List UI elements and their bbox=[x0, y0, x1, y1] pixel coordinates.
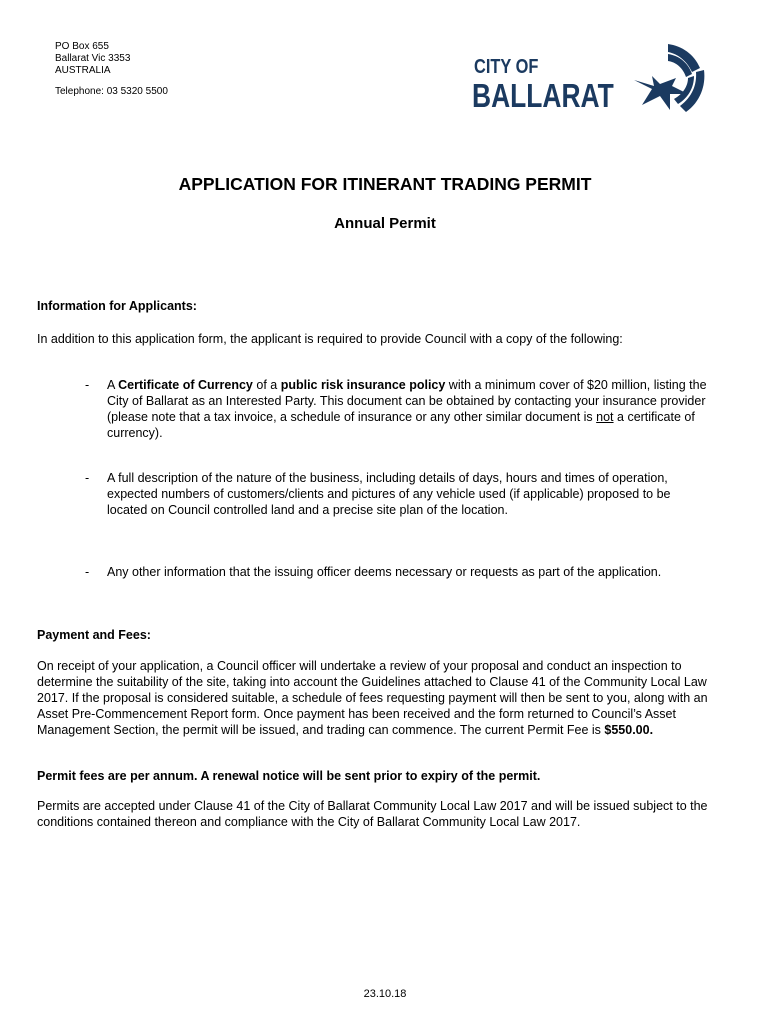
item1-policy: public risk insurance policy bbox=[280, 378, 446, 392]
info-intro: In addition to this application form, the applicant is required to provide Council with a copy of the following: bbox=[37, 332, 623, 346]
payment-text: On receipt of your application, a Council officer will undertake a review of your proposal and conduct an inspection to determine the suitability of the site, taking into account the Guidelines attached to Clause 41 of the Community Local Law 2017. If the proposal is considered suitable, a schedule of fees requesting payment will then be sent to you, along with an Asset Pre-Commencement Report form. Once payment has been received and the form returned to Council’s Asset Management Section, the permit will be issued, and trading can commence. The current Permit Fee is bbox=[37, 659, 708, 737]
bullet-marker-3: - bbox=[85, 565, 90, 579]
requirement-other-information: Any other information that the issuing officer deems necessary or requests as part of the application. bbox=[107, 565, 662, 579]
document-subtitle: Annual Permit bbox=[334, 215, 436, 232]
item1-not: not bbox=[596, 410, 614, 424]
permit-conditions: Permits are accepted under Clause 41 of the City of Ballarat Community Local Law 2017 and will be issued subject to the conditions contained thereon and compliance with the City of Ballarat Community Local Law 2017. bbox=[37, 799, 708, 829]
payment-heading: Payment and Fees: bbox=[37, 628, 151, 642]
council-address bbox=[55, 41, 168, 98]
address-telephone: Telephone: 03 5320 5500 bbox=[55, 86, 168, 97]
city-of-ballarat-logo bbox=[472, 42, 706, 116]
address-city: Ballarat Vic 3353 bbox=[55, 53, 131, 64]
address-po-box: PO Box 655 bbox=[55, 41, 109, 52]
item1-end: a certificate of currency). bbox=[107, 410, 695, 440]
logo-text-ballarat: BALLARAT bbox=[472, 77, 614, 114]
footer-date: 23.10.18 bbox=[363, 988, 407, 1000]
bullet-marker-2: - bbox=[85, 471, 90, 485]
permit-fee: $550.00. bbox=[604, 723, 654, 737]
requirement-certificate-of-currency bbox=[107, 377, 707, 441]
logo-text-city-of: CITY OF bbox=[474, 56, 539, 78]
item1-certificate: Certificate of Currency bbox=[118, 378, 253, 392]
renewal-notice: Permit fees are per annum. A renewal notice will be sent prior to expiry of the permit. bbox=[37, 769, 541, 783]
payment-paragraph bbox=[37, 658, 737, 738]
item1-pre: A bbox=[107, 378, 119, 392]
bullet-marker-1: - bbox=[85, 378, 90, 392]
requirement-business-description: A full description of the nature of the business, including details of days, hours and times of operation, expected numbers of customers/clients and pictures of any vehicle used (if applicable) proposed to be located on Council controlled land and a precise site plan of the location. bbox=[107, 471, 671, 517]
address-country: AUSTRALIA bbox=[55, 65, 111, 76]
item1-post: with a minimum cover of $20 million, listing the City of Ballarat as an Interested Party. This document can be obtained by contacting your insurance provider (please note that a tax invoice, a schedule of insurance or any other similar document is bbox=[107, 378, 707, 424]
item1-mid: of a bbox=[252, 378, 281, 392]
info-heading: Information for Applicants: bbox=[37, 299, 197, 313]
logo-emblem-icon bbox=[630, 42, 706, 116]
document-title: APPLICATION FOR ITINERANT TRADING PERMIT bbox=[178, 174, 592, 194]
